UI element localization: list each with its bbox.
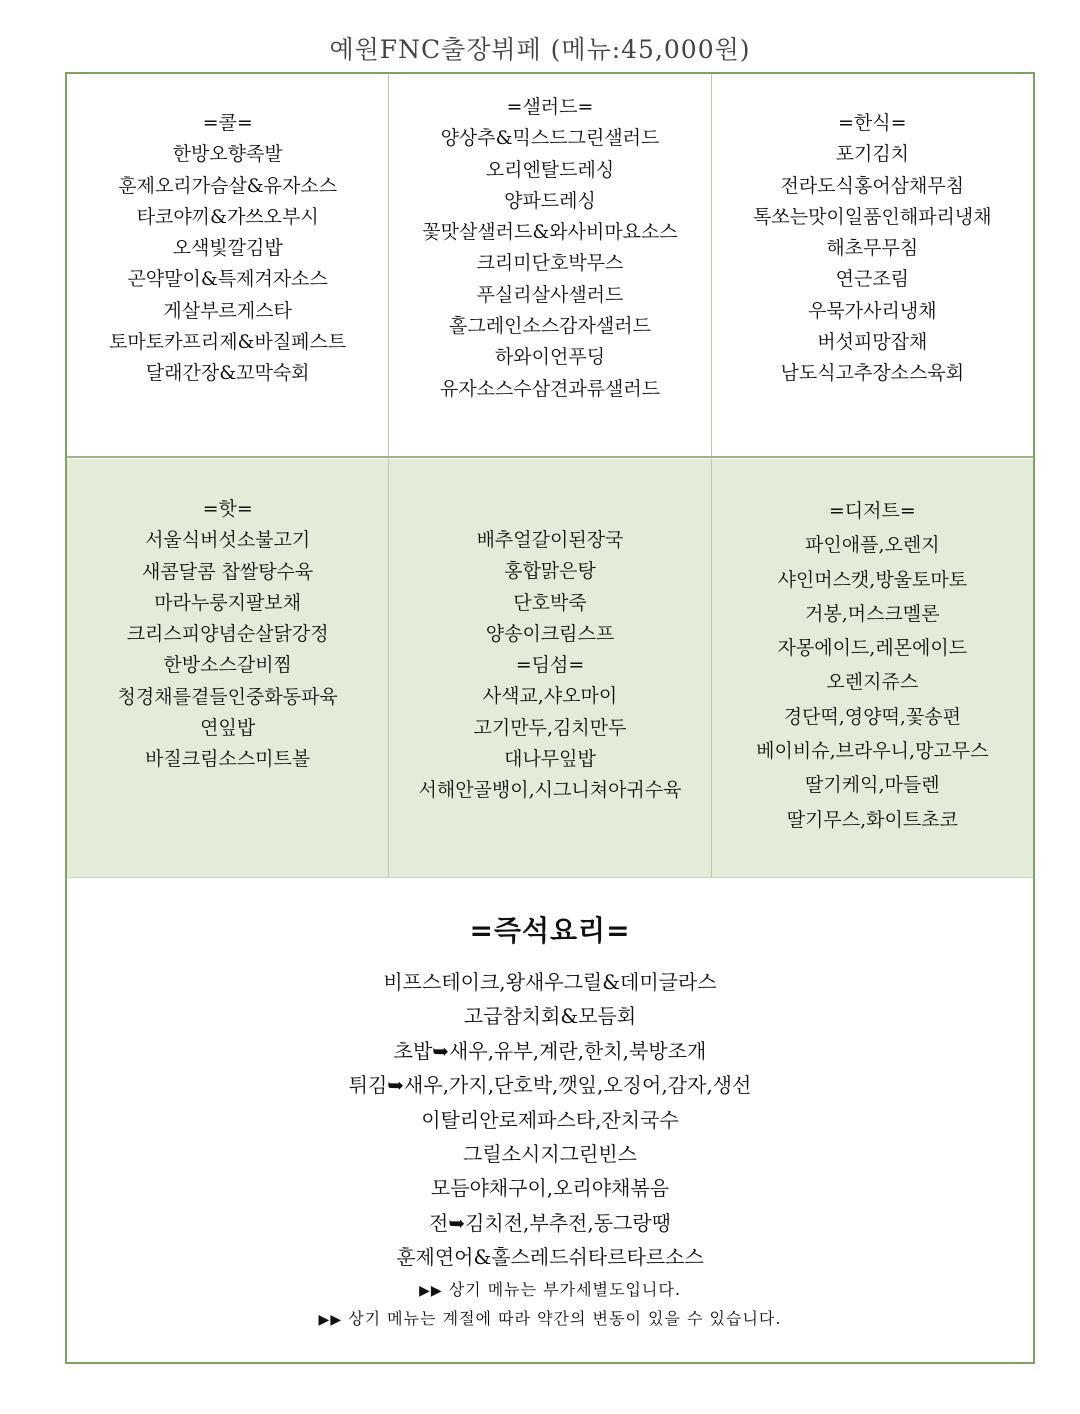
seasonal-note-text: 상기 메뉴는 계절에 따라 약간의 변동이 있을 수 있습니다. bbox=[348, 1309, 782, 1328]
salad-column bbox=[388, 74, 710, 456]
list-item: 푸실리살사샐러드 bbox=[476, 283, 624, 306]
list-item: 딸기무스,화이트초코 bbox=[786, 808, 958, 831]
list-item: 홀그레인소스감자샐러드 bbox=[449, 315, 651, 338]
list-item: 홍합맑은탕 bbox=[504, 560, 596, 583]
double-arrow-icon: ▶▶ bbox=[419, 1283, 443, 1299]
dessert-column bbox=[711, 459, 1033, 877]
korean-heading: =한식= bbox=[838, 112, 907, 134]
vat-note-text: 상기 메뉴는 부가세별도입니다. bbox=[448, 1280, 681, 1299]
list-item: 청경채를곁들인중화동파육 bbox=[117, 685, 338, 708]
list-item: 딸기케익,마들렌 bbox=[805, 774, 940, 797]
list-item: 타코야끼&가쓰오부시 bbox=[136, 205, 319, 228]
list-item: 고기만두,김치만두 bbox=[473, 716, 627, 739]
cold-dishes-row bbox=[67, 74, 1033, 458]
list-item: 이탈리안로제파스타,잔치국수 bbox=[421, 1107, 679, 1132]
list-item: 양상추&믹스드그린샐러드 bbox=[440, 127, 660, 150]
list-item: 훈제오리가슴살&유자소스 bbox=[118, 174, 338, 197]
list-item: 튀김➥새우,가지,단호박,깻잎,오징어,감자,생선 bbox=[348, 1073, 752, 1098]
list-item: 포기김치 bbox=[835, 143, 910, 166]
cold-list bbox=[67, 108, 388, 390]
dessert-heading: =디저트= bbox=[828, 500, 916, 522]
list-item: 하와이언푸딩 bbox=[494, 346, 606, 369]
list-item: 톡쏘는맛이일품인해파리냉채 bbox=[753, 205, 992, 228]
list-item: 사색교,샤오마이 bbox=[482, 685, 618, 708]
list-item: 연근조림 bbox=[835, 268, 910, 291]
hot-list bbox=[67, 494, 388, 776]
list-item: 마라누룽지팔보채 bbox=[154, 591, 302, 614]
list-item: 해초무무침 bbox=[826, 237, 919, 260]
double-arrow-icon: ▶▶ bbox=[318, 1312, 343, 1328]
hot-heading: =핫= bbox=[202, 498, 253, 520]
list-item: 꽃맛살샐러드&와사비마요소스 bbox=[422, 221, 678, 244]
list-item: 양파드레싱 bbox=[504, 189, 596, 212]
list-item: 오리엔탈드레싱 bbox=[485, 158, 615, 181]
list-item: 게살부르게스타 bbox=[163, 299, 292, 322]
page-title: 예원FNC출장뷔페 (메뉴:45,000원) bbox=[329, 35, 751, 64]
list-item: 버섯피망잡채 bbox=[817, 331, 928, 354]
salad-list bbox=[389, 92, 710, 405]
list-item: 파인애플,오렌지 bbox=[805, 534, 940, 557]
list-item: 유자소스수삼견과류샐러드 bbox=[439, 377, 661, 400]
soup-list bbox=[389, 525, 710, 807]
list-item: 우묵가사리냉채 bbox=[808, 299, 937, 322]
soup-dimsum-column bbox=[388, 459, 710, 877]
cold-column bbox=[67, 74, 388, 456]
list-item: 오색빛깔김밥 bbox=[172, 237, 283, 260]
korean-list bbox=[712, 108, 1033, 390]
list-item: 배추얼갈이된장국 bbox=[476, 529, 624, 551]
list-item: 오렌지쥬스 bbox=[826, 671, 919, 694]
list-item: 단호박죽 bbox=[513, 591, 587, 614]
list-item: 거봉,머스크멜론 bbox=[805, 602, 940, 625]
list-item: 토마토카프리제&바질페스트 bbox=[109, 331, 347, 354]
list-item: 자몽에이드,레몬에이드 bbox=[777, 637, 968, 660]
list-item: 크리미단호박무스 bbox=[476, 252, 624, 275]
list-item: 서해안골뱅이,시그니쳐아귀수육 bbox=[418, 779, 682, 802]
list-item: 대나무잎밥 bbox=[504, 748, 596, 771]
list-item: 한방소스갈비찜 bbox=[163, 654, 292, 677]
list-item: 초밥➥새우,유부,계란,한치,북방조개 bbox=[393, 1038, 707, 1063]
hot-column bbox=[67, 459, 388, 877]
dimsum-heading: =딤섬= bbox=[515, 654, 585, 677]
list-item: 모듬야채구이,오리야채볶음 bbox=[430, 1176, 670, 1201]
list-item: 베이비슈,브라우니,망고무스 bbox=[756, 740, 989, 763]
list-item: 전라도식홍어삼채무침 bbox=[780, 174, 965, 197]
list-item: 서울식버섯소불고기 bbox=[145, 529, 311, 552]
list-item: 크리스피양념순살닭강정 bbox=[126, 623, 329, 646]
list-item: 연잎밥 bbox=[200, 717, 256, 740]
live-cooking-section bbox=[67, 879, 1033, 1362]
list-item: 한방오향족발 bbox=[172, 143, 283, 166]
korean-column bbox=[711, 74, 1033, 456]
list-item: 달래간장&꼬막숙회 bbox=[145, 362, 310, 385]
list-item: 바질크림소스미트볼 bbox=[145, 748, 311, 771]
cold-heading: =콜= bbox=[202, 112, 253, 134]
list-item: 새콤달콤 찹쌀탕수육 bbox=[142, 560, 314, 583]
live-cooking-list bbox=[67, 965, 1033, 1275]
vat-note bbox=[67, 1277, 1033, 1300]
list-item: 그릴소시지그린빈스 bbox=[463, 1141, 637, 1166]
list-item: 훈제연어&홀스레드쉬타르타르소스 bbox=[396, 1245, 704, 1270]
list-item: 경단떡,영양떡,꽃송편 bbox=[783, 705, 961, 728]
list-item: 샤인머스캣,방울토마토 bbox=[777, 568, 968, 591]
list-item: 남도식고추장소스육회 bbox=[780, 362, 965, 385]
live-cooking-heading: =즉석요리= bbox=[469, 914, 631, 947]
list-item: 양송이크림스프 bbox=[485, 622, 615, 645]
seasonal-note bbox=[67, 1306, 1033, 1329]
list-item: 비프스테이크,왕새우그릴&데미글라스 bbox=[383, 970, 717, 994]
list-item: 전➥김치전,부추전,동그랑땡 bbox=[429, 1210, 671, 1235]
dessert-list bbox=[712, 494, 1033, 837]
menu-frame bbox=[65, 72, 1035, 1364]
salad-heading: =샐러드= bbox=[506, 96, 594, 118]
list-item: 곤약말이&특제겨자소스 bbox=[127, 268, 328, 291]
list-item: 고급참치회&모듬회 bbox=[463, 1004, 637, 1029]
hot-dishes-row bbox=[67, 459, 1033, 878]
